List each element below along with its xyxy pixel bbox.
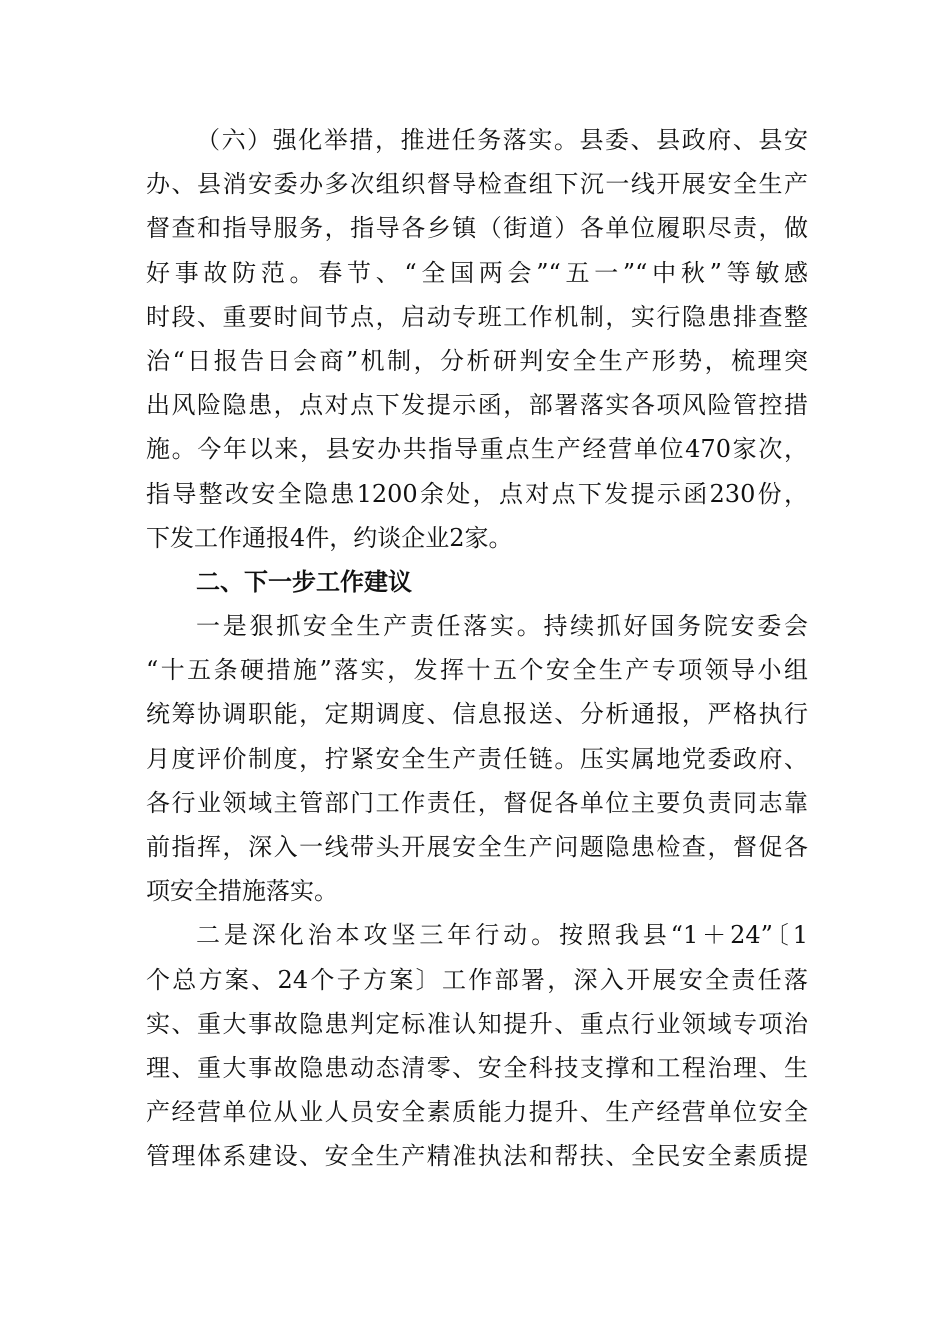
- paragraph-line: “十五条硬措施”落实，发挥十五个安全生产专项领导小组: [146, 656, 808, 685]
- paragraph-line: 个总方案、24个子方案〕工作部署，深入开展安全责任落: [146, 965, 808, 994]
- paragraph-line: 下发工作通报4件，约谈企业2家。: [146, 523, 513, 552]
- paragraph-line: 管理体系建设、安全生产精准执法和帮扶、全民安全素质提: [146, 1142, 808, 1171]
- paragraph-item-one: [146, 604, 808, 913]
- paragraph-line: 时段、重要时间节点，启动专班工作机制，实行隐患排查整: [146, 302, 808, 331]
- paragraph-line: 治“日报告日会商”机制，分析研判安全生产形势，梳理突: [146, 346, 808, 375]
- paragraph-line: 月度评价制度，拧紧安全生产责任链。压实属地党委政府、: [146, 744, 808, 773]
- paragraph-line: 项安全措施落实。: [146, 877, 338, 906]
- paragraph-line: 实、重大事故隐患判定标准认知提升、重点行业领域专项治: [146, 1009, 808, 1038]
- paragraph-line: 二是深化治本攻坚三年行动。按照我县“1＋24”〔1: [196, 921, 808, 950]
- paragraph-line: 前指挥，深入一线带头开展安全生产问题隐患检查，督促各: [146, 833, 808, 861]
- paragraph-line: 统筹协调职能，定期调度、信息报送、分析通报，严格执行: [146, 700, 808, 729]
- paragraph-line: 各行业领域主管部门工作责任，督促各单位主要负责同志靠: [146, 788, 808, 817]
- paragraph-line: 产经营单位从业人员安全素质能力提升、生产经营单位安全: [146, 1098, 808, 1127]
- paragraph-section-six: [146, 118, 808, 560]
- paragraph-line: 督查和指导服务，指导各乡镇（街道）各单位履职尽责，做: [146, 214, 808, 243]
- paragraph-line: 好事故防范。春节、“全国两会”“五一”“中秋”等敏感: [146, 258, 808, 287]
- paragraph-line: （六）强化举措，推进任务落实。县委、县政府、县安: [196, 126, 808, 154]
- document-page: [146, 118, 808, 1179]
- paragraph-line: 出风险隐患，点对点下发提示函，部署落实各项风险管控措: [146, 391, 808, 420]
- paragraph-line: 施。今年以来，县安办共指导重点生产经营单位470家次，: [146, 435, 808, 464]
- paragraph-line: 理、重大事故隐患动态清零、安全科技支撑和工程治理、生: [146, 1053, 808, 1082]
- paragraph-line: 指导整改安全隐患1200余处，点对点下发提示函230份，: [146, 479, 808, 508]
- paragraph-line: 一是狠抓安全生产责任落实。持续抓好国务院安委会: [196, 612, 808, 641]
- section-heading: 二、下一步工作建议: [196, 567, 412, 596]
- paragraph-line: 办、县消安委办多次组织督导检查组下沉一线开展安全生产: [146, 170, 808, 199]
- paragraph-item-two: [146, 913, 808, 1178]
